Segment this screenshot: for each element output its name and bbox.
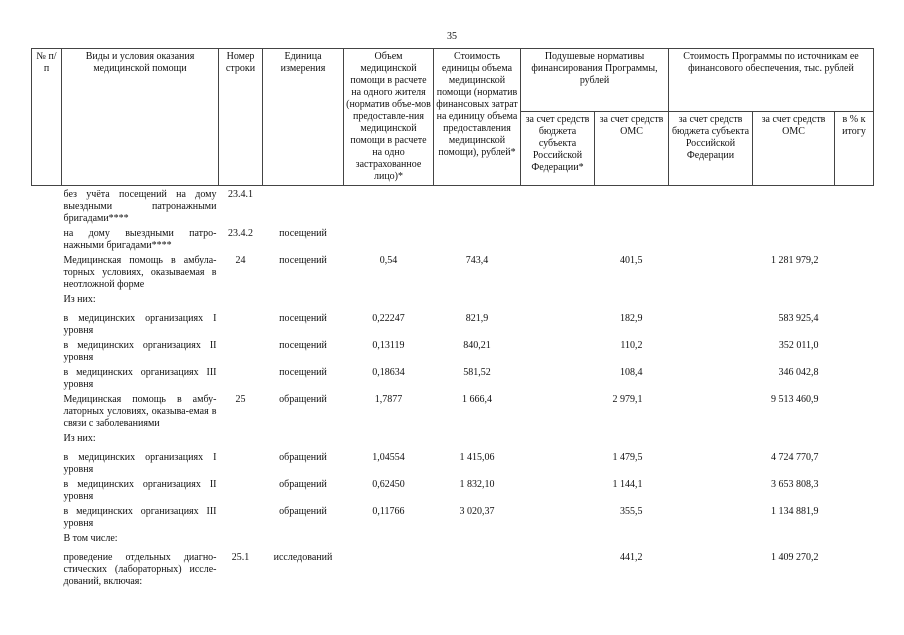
table-row (32, 503, 874, 530)
header-program-pct: в % к итогу (835, 112, 874, 186)
cell-unit (263, 530, 344, 549)
cell-percapita-budget (521, 530, 595, 549)
cell-code (219, 337, 263, 364)
cell-percapita-oms (595, 530, 669, 549)
cell-code (219, 476, 263, 503)
cell-num (32, 337, 62, 364)
cell-name: в медицинских организациях II уровня (63, 479, 217, 502)
table-row (32, 476, 874, 503)
cell-cost: 581,52 (463, 367, 491, 378)
cell-code (219, 291, 263, 310)
cell-num (32, 225, 62, 252)
cell-program-budget (669, 449, 753, 476)
cell-cost (434, 225, 521, 252)
cell-cost (434, 430, 521, 449)
cell-volume: 0,18634 (372, 367, 405, 378)
cell-num (32, 476, 62, 503)
cell-percapita-oms: 441,2 (620, 552, 643, 563)
cell-percapita-budget (521, 430, 595, 449)
cell-program-oms: 583 925,4 (778, 313, 819, 324)
cell-name: В том числе: (63, 533, 118, 544)
cell-volume: 1,7877 (374, 394, 403, 405)
cell-percapita-budget (521, 310, 595, 337)
cell-unit: обращений (279, 506, 327, 517)
cell-percapita-budget (521, 503, 595, 530)
cell-cost: 821,9 (465, 313, 489, 324)
cell-program-pct (835, 364, 874, 391)
cell-program-budget (669, 503, 753, 530)
cell-program-budget (669, 391, 753, 430)
cell-program-pct (835, 310, 874, 337)
cell-num (32, 530, 62, 549)
cell-unit: посещений (279, 340, 327, 351)
cell-name: в медицинских организациях I уровня (63, 452, 217, 475)
cell-num (32, 310, 62, 337)
cell-volume (344, 530, 434, 549)
table-row (32, 291, 874, 310)
cell-program-budget (669, 530, 753, 549)
cell-percapita-oms: 182,9 (620, 313, 643, 324)
cell-percapita-oms: 108,4 (620, 367, 643, 378)
table-row (32, 449, 874, 476)
cell-program-oms (753, 530, 835, 549)
cell-cost (434, 530, 521, 549)
cell-program-budget (669, 364, 753, 391)
header-program: Стоимость Программы по источникам ее финансового обеспечения, тыс. рублей (669, 49, 874, 112)
cell-program-pct (835, 530, 874, 549)
cell-percapita-oms (595, 225, 669, 252)
cell-code (219, 530, 263, 549)
cell-unit (263, 430, 344, 449)
cell-unit: посещений (279, 367, 327, 378)
cell-cost (434, 186, 521, 226)
cell-program-budget (669, 310, 753, 337)
cell-cost: 840,21 (463, 340, 491, 351)
table-row (32, 252, 874, 291)
cell-program-oms (753, 225, 835, 252)
cell-program-oms (753, 186, 835, 226)
header-program-oms: за счет средств ОМС (753, 112, 835, 186)
cell-name: Медицинская помощь в амбу-латорных условиях, оказыва-емая в связи с заболеваниями (63, 394, 217, 429)
cell-volume (344, 186, 434, 226)
cell-percapita-oms: 355,5 (620, 506, 643, 517)
cell-name: Из них: (63, 433, 96, 444)
cell-program-oms: 346 042,8 (778, 367, 819, 378)
cell-percapita-oms (595, 291, 669, 310)
table-row (32, 225, 874, 252)
cell-program-budget (669, 186, 753, 226)
cell-num (32, 291, 62, 310)
cell-unit: обращений (279, 394, 327, 405)
cell-program-oms: 1 281 979,2 (771, 255, 819, 266)
header-program-budget: за счет средств бюджета субъекта Российской Федерации (669, 112, 753, 186)
program-cost-table (31, 48, 874, 589)
cell-volume: 0,13119 (372, 340, 405, 351)
cell-program-budget (669, 337, 753, 364)
cell-program-budget (669, 430, 753, 449)
cell-volume: 0,54 (379, 255, 398, 266)
cell-name: Из них: (63, 294, 96, 305)
cell-program-pct (835, 252, 874, 291)
cell-percapita-budget (521, 476, 595, 503)
cell-num (32, 549, 62, 589)
cell-program-budget (669, 225, 753, 252)
cell-name: в медицинских организациях III уровня (63, 506, 217, 529)
cell-volume: 1,04554 (372, 452, 405, 463)
cell-num (32, 430, 62, 449)
cell-percapita-oms: 401,5 (620, 255, 643, 266)
header-name: Виды и условия оказания медицинской помощи (62, 49, 219, 186)
table-row (32, 549, 874, 589)
cell-name: без учёта посещений на дому выездными патронажными бригадами**** (63, 189, 217, 224)
cell-percapita-budget (521, 549, 595, 589)
cell-percapita-budget (521, 391, 595, 430)
header-percapita: Подушевые нормативы финансирования Программы, рублей (521, 49, 669, 112)
cell-code (219, 364, 263, 391)
cell-volume: 0,11766 (372, 506, 405, 517)
cell-program-oms: 1 134 881,9 (771, 506, 819, 517)
cell-name: в медицинских организациях II уровня (63, 340, 217, 363)
cell-program-oms: 352 011,0 (778, 340, 819, 351)
cell-program-oms (753, 291, 835, 310)
cell-num (32, 186, 62, 226)
cell-program-oms: 3 653 808,3 (771, 479, 819, 490)
header-percapita-oms: за счет средств ОМС (595, 112, 669, 186)
cell-percapita-oms: 2 979,1 (612, 394, 643, 405)
cell-percapita-oms: 1 479,5 (612, 452, 643, 463)
cell-unit: обращений (279, 452, 327, 463)
cell-program-oms (753, 430, 835, 449)
table-header (32, 49, 874, 186)
cell-unit: посещений (279, 228, 327, 239)
table-row (32, 430, 874, 449)
table-row (32, 530, 874, 549)
cell-program-oms: 1 409 270,2 (771, 552, 819, 563)
cell-cost: 1 415,06 (459, 452, 495, 463)
table-row (32, 310, 874, 337)
header-code: Номер строки (219, 49, 263, 186)
header-num: № п/п (32, 49, 62, 186)
cell-program-pct (835, 337, 874, 364)
cell-program-budget (669, 252, 753, 291)
cell-num (32, 252, 62, 291)
cell-cost (434, 549, 521, 589)
table-row (32, 364, 874, 391)
cell-program-pct (835, 291, 874, 310)
cell-code: 24 (235, 255, 246, 266)
cell-name: на дому выездными патро-нажными бригадами**** (63, 228, 217, 251)
cell-unit (263, 291, 344, 310)
cell-volume: 0,22247 (372, 313, 405, 324)
cell-percapita-budget (521, 252, 595, 291)
cell-cost (434, 291, 521, 310)
cell-program-pct (835, 225, 874, 252)
cell-unit: посещений (279, 255, 327, 266)
cell-cost: 1 832,10 (459, 479, 495, 490)
cell-program-pct (835, 186, 874, 226)
header-cost: Стоимость единицы объема медицинской помощи (норматив финансовых затрат на единицу объема предоставления медицинской помощи), рублей* (434, 49, 521, 186)
cell-program-pct (835, 503, 874, 530)
cell-unit: исследований (273, 552, 333, 563)
cell-unit: посещений (279, 313, 327, 324)
cell-percapita-oms (595, 430, 669, 449)
cell-percapita-budget (521, 225, 595, 252)
cell-volume: 0,62450 (372, 479, 405, 490)
cell-cost: 1 666,4 (462, 394, 492, 405)
cell-volume (344, 549, 434, 589)
cell-cost: 3 020,37 (459, 506, 495, 517)
cell-code (219, 430, 263, 449)
cell-program-pct (835, 430, 874, 449)
cell-name: Медицинская помощь в амбула-торных условиях, оказываемая в неотложной форме (63, 255, 217, 290)
cell-unit (263, 186, 344, 226)
cell-percapita-oms: 1 144,1 (612, 479, 643, 490)
table-row (32, 391, 874, 430)
cell-code (219, 503, 263, 530)
cell-percapita-budget (521, 186, 595, 226)
cell-percapita-oms: 110,2 (620, 340, 643, 351)
cell-name: проведение отдельных диагно-стических (лабораторных) иссле-дований, включая: (63, 552, 217, 587)
cell-num (32, 364, 62, 391)
cell-program-pct (835, 476, 874, 503)
cell-volume (344, 225, 434, 252)
header-percapita-budget: за счет средств бюджета субъекта Российской Федерации* (521, 112, 595, 186)
cell-code: 23.4.1 (228, 189, 253, 200)
header-volume: Объем медицинской помощи в расчете на одного жителя (норматив объе-мов предоставле-ния медицинской помощи в расчете на одно застрахованное лицо)* (344, 49, 434, 186)
cell-percapita-budget (521, 364, 595, 391)
cell-volume (344, 291, 434, 310)
table-row (32, 337, 874, 364)
cell-num (32, 503, 62, 530)
cell-program-budget (669, 549, 753, 589)
cell-num (32, 391, 62, 430)
cell-volume (344, 430, 434, 449)
cell-program-oms: 4 724 770,7 (771, 452, 819, 463)
cell-code: 23.4.2 (228, 228, 253, 239)
cell-program-pct (835, 549, 874, 589)
cell-code: 25.1 (231, 552, 250, 563)
cell-program-pct (835, 449, 874, 476)
table-row (32, 186, 874, 226)
cell-name: в медицинских организациях III уровня (63, 367, 217, 390)
cell-code: 25 (235, 394, 246, 405)
cell-percapita-budget (521, 449, 595, 476)
cell-unit: обращений (279, 479, 327, 490)
cell-percapita-budget (521, 291, 595, 310)
cell-program-budget (669, 291, 753, 310)
cell-name: в медицинских организациях I уровня (63, 313, 217, 336)
cell-program-pct (835, 391, 874, 430)
cell-percapita-budget (521, 337, 595, 364)
cell-num (32, 449, 62, 476)
header-unit: Единица измерения (263, 49, 344, 186)
cell-code (219, 310, 263, 337)
cell-percapita-oms (595, 186, 669, 226)
cell-code (219, 449, 263, 476)
cell-cost: 743,4 (465, 255, 489, 266)
cell-program-budget (669, 476, 753, 503)
table-body (32, 186, 874, 590)
cell-program-oms: 9 513 460,9 (771, 394, 819, 405)
page-number: 35 (447, 31, 457, 42)
